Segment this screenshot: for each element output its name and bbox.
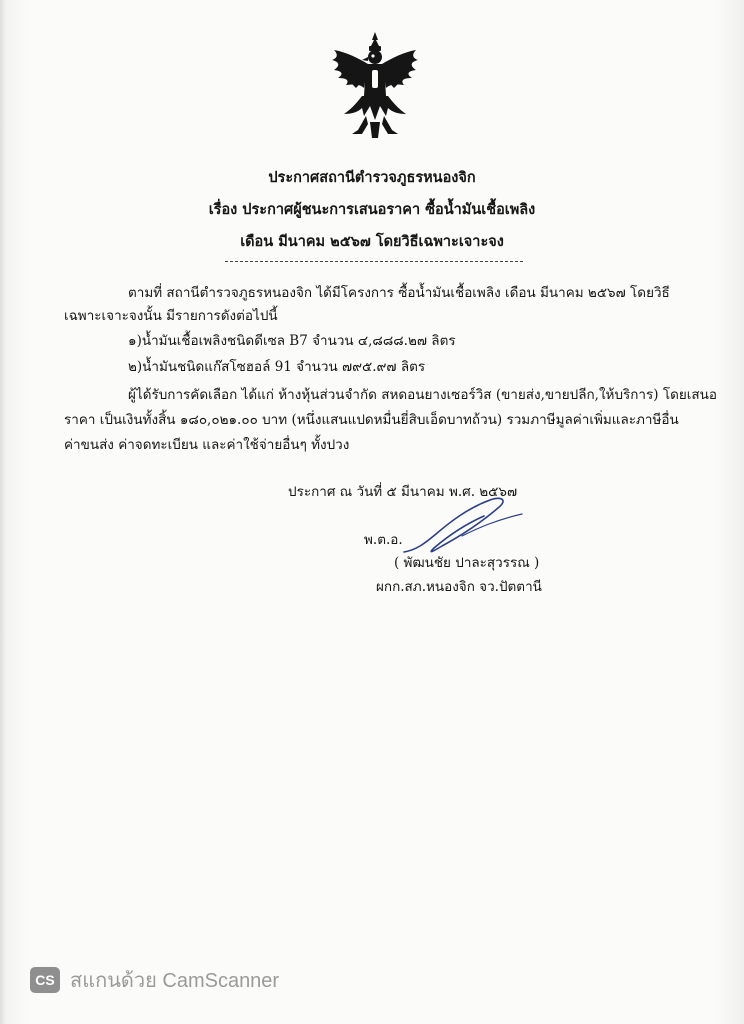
announcement-date: ประกาศ ณ วันที่ ๕ มีนาคม พ.ศ. ๒๕๖๗ xyxy=(288,484,518,500)
item-diesel-b7: ๑)น้ำมันเชื้อเพลิงชนิดดีเซล B7 จำนวน ๔,๘๘๘.๒๗ ลิตร xyxy=(128,333,456,349)
winner-paragraph-line-3: ค่าขนส่ง ค่าจดทะเบียน และค่าใช้จ่ายอื่นๆ ทั้งปวง xyxy=(64,437,350,453)
intro-paragraph-line-2: เฉพาะเจาะจงนั้น มีรายการดังต่อไปนี้ xyxy=(64,308,278,324)
announcement-subject: เรื่อง ประกาศผู้ชนะการเสนอราคา ซื้อน้ำมันเชื้อเพลิง xyxy=(208,201,536,218)
winner-paragraph-line-1: ผู้ได้รับการคัดเลือก ได้แก่ ห้างหุ้นส่วนจำกัด สหดอนยางเซอร์วิส (ขายส่ง,ขายปลีก,ให้บริการ) โดยเสนอ xyxy=(128,387,717,403)
signer-name: ( พัฒนชัย ปาละสุวรรณ ) xyxy=(394,555,540,571)
handwritten-signature-icon xyxy=(398,494,530,558)
header-divider xyxy=(225,261,523,262)
winner-paragraph-line-2: ราคา เป็นเงินทั้งสิ้น ๑๘๐,๐๒๑.๐๐ บาท (หนึ่งแสนแปดหมื่นยี่สิบเอ็ดบาทถ้วน) รวมภาษีมูลค่าเพิ่มและภาษีอื่น xyxy=(64,412,679,428)
announcement-period: เดือน มีนาคม ๒๕๖๗ โดยวิธีเฉพาะเจาะจง xyxy=(240,233,504,250)
camscanner-watermark-text: สแกนด้วย CamScanner xyxy=(70,970,280,992)
announcement-heading: ประกาศสถานีตำรวจภูธรหนองจิก xyxy=(268,169,476,186)
page-edge-shadow xyxy=(0,0,6,1024)
camscanner-watermark xyxy=(30,964,279,996)
garuda-emblem-icon xyxy=(328,30,422,140)
intro-paragraph-line-1: ตามที่ สถานีตำรวจภูธรหนองจิก ได้มีโครงการ ซื้อน้ำมันเชื้อเพลิง เดือน มีนาคม ๒๕๖๗ โดยวิธี xyxy=(128,285,670,301)
item-gasohol-91: ๒)น้ำมันชนิดแก๊สโซฮอล์ 91 จำนวน ๗๙๕.๙๗ ลิตร xyxy=(128,359,426,375)
signer-rank: พ.ต.อ. xyxy=(364,532,403,548)
camscanner-logo-icon: CS xyxy=(30,967,60,993)
signer-position: ผกก.สภ.หนองจิก จว.ปัตตานี xyxy=(376,579,542,595)
